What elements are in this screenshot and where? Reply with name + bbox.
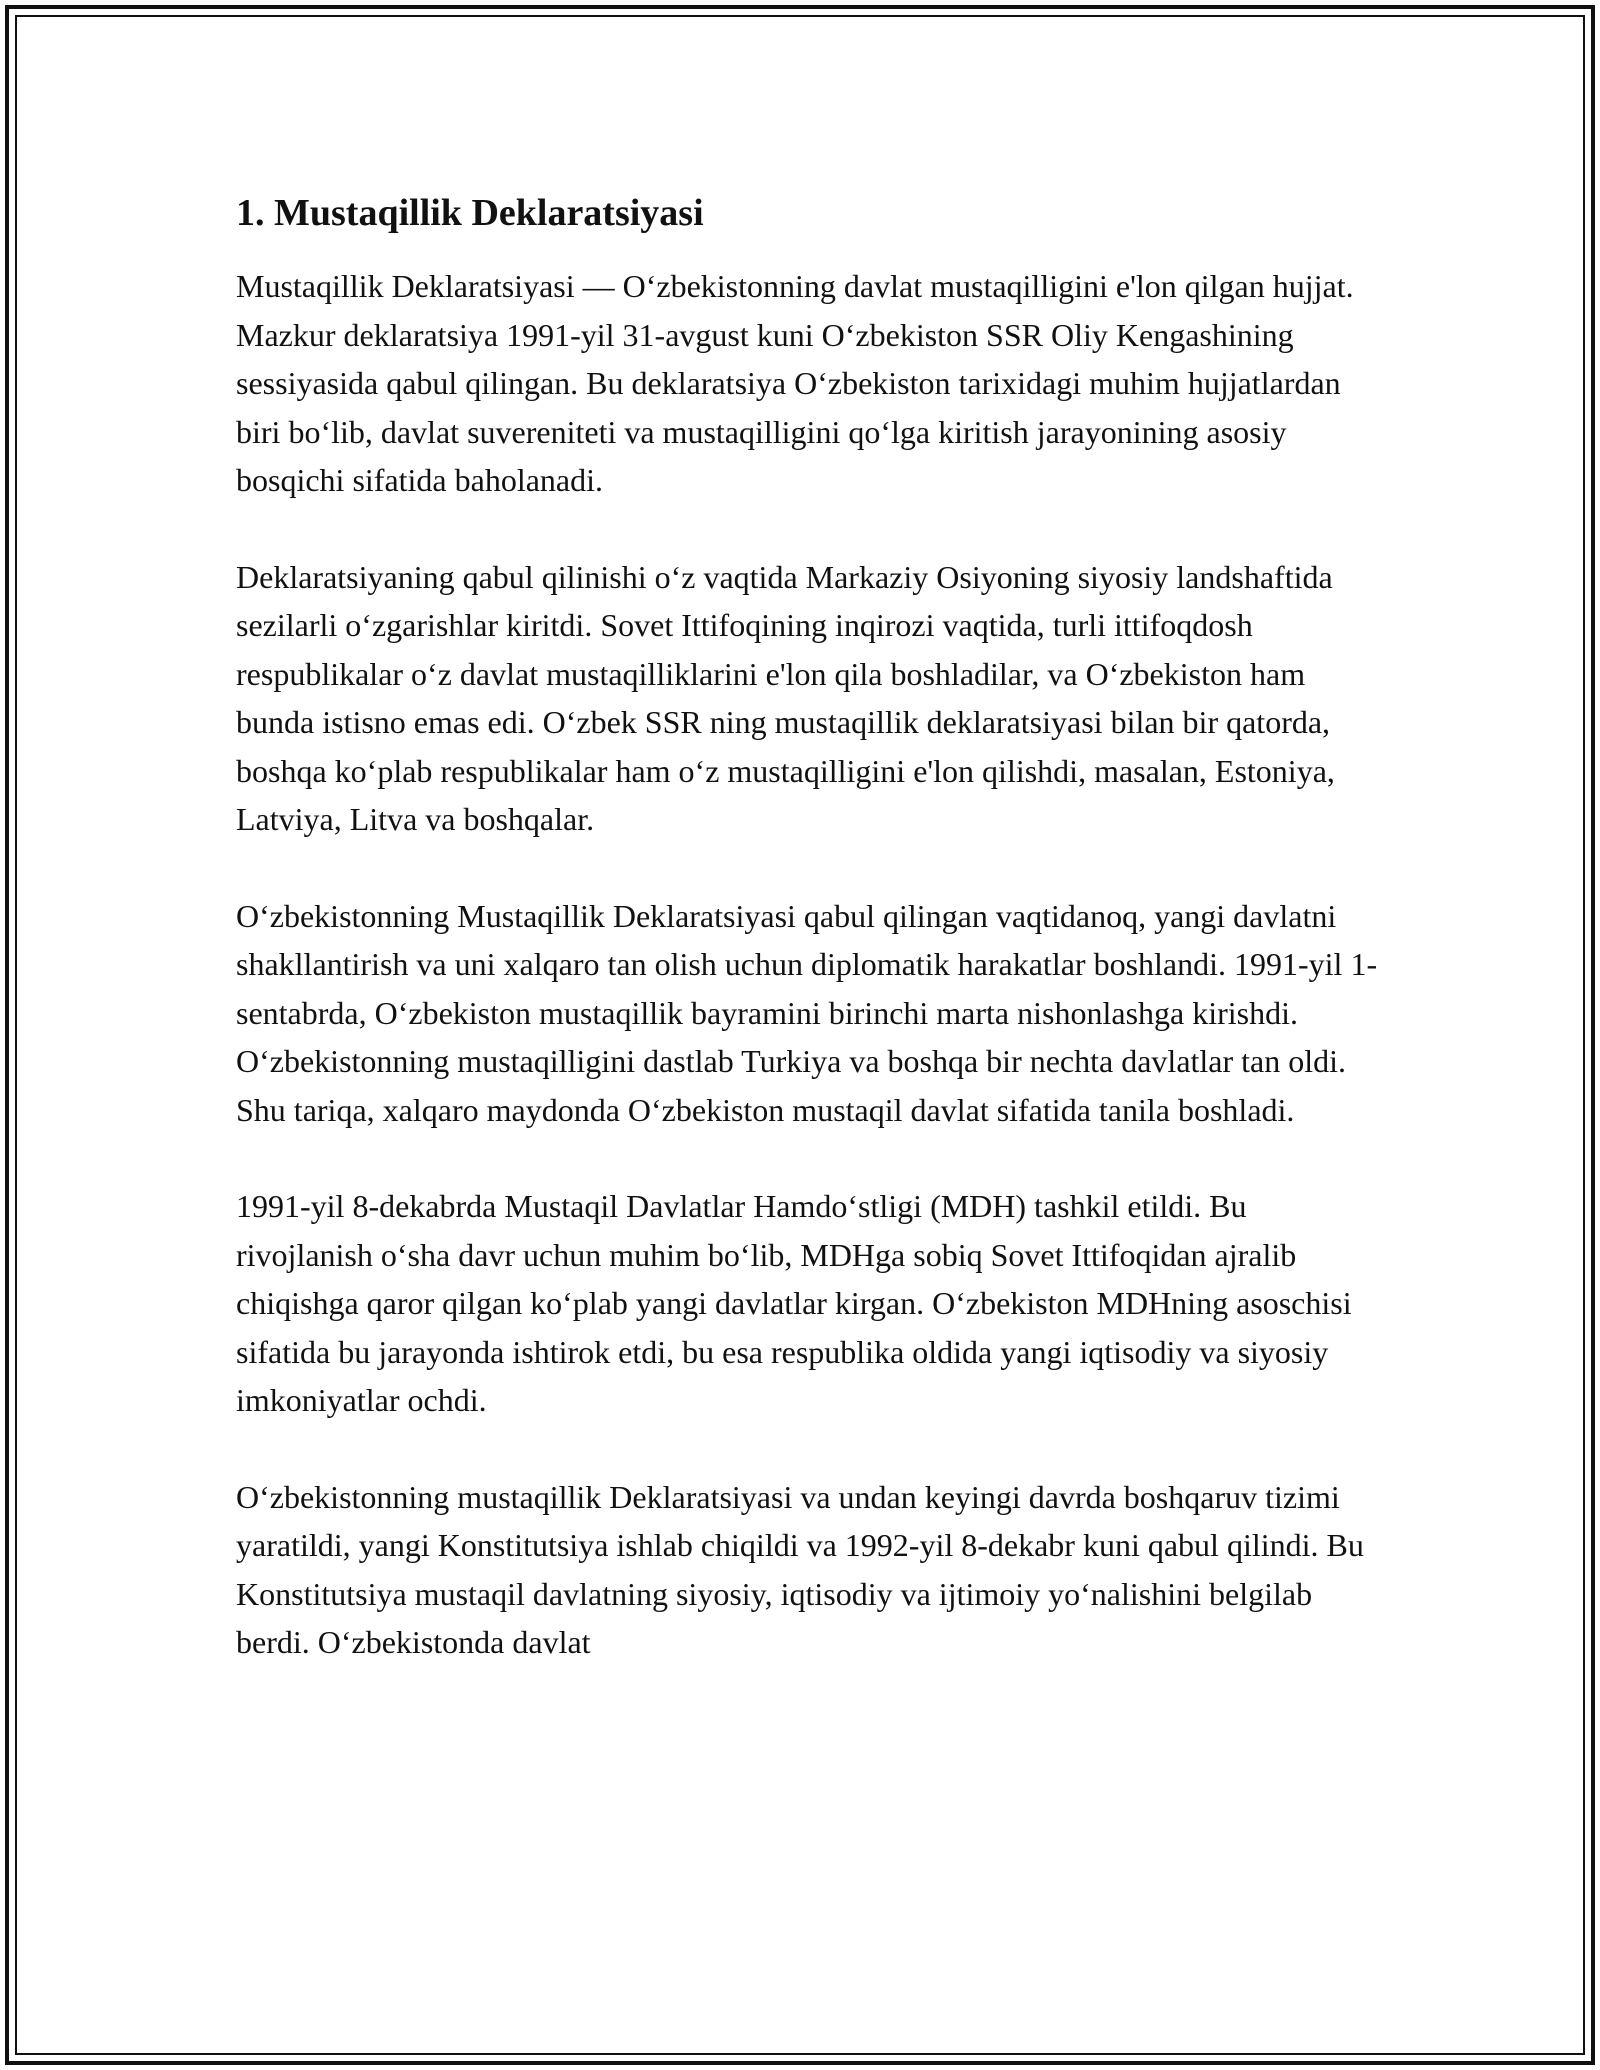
section-heading: 1. Mustaqillik Deklaratsiyasi	[236, 192, 704, 234]
paragraph-3: O‘zbekistonning Mustaqillik Deklaratsiyasi qabul qilingan vaqtidanoq, yangi davlatni shakllantirish va uni xalqaro tan olish uchun diplomatik harakatlar boshlandi. 1991-yil 1-sentabrda, O‘zbekiston mustaqillik bayramini birinchi marta nishonlashga kirishdi. O‘zbekistonning mustaqilligini dastlab Turkiya va boshqa bir nechta davlatlar tan oldi. Shu tariqa, xalqaro maydonda O‘zbekiston mustaqil davlat sifatida tanila boshladi.	[236, 897, 1378, 1128]
document-body	[236, 186, 1381, 1715]
paragraph-2: Deklaratsiyaning qabul qilinishi o‘z vaqtida Markaziy Osiyoning siyosiy landshaftida sezilarli o‘zgarishlar kiritdi. Sovet Ittifoqining inqirozi vaqtida, turli ittifoqdosh respublikalar o‘z davlat mustaqilliklarini e'lon qila boshladilar, va O‘zbekiston ham bunda istisno emas edi. O‘zbek SSR ning mustaqillik deklaratsiyasi bilan bir qatorda, boshqa ko‘plab respublikalar ham o‘z mustaqilligini e'lon qilishdi, masalan, Estoniya, Latviya, Litva va boshqalar.	[236, 558, 1335, 837]
paragraph-5: O‘zbekistonning mustaqillik Deklaratsiyasi va undan keyingi davrda boshqaruv tizimi yaratildi, yangi Konstitutsiya ishlab chiqildi va 1992-yil 8-dekabr kuni qabul qilindi. Bu Konstitutsiya mustaqil davlatning siyosiy, iqtisodiy va ijtimoiy yo‘nalishini belgilab berdi. O‘zbekistonda davlat	[236, 1478, 1364, 1660]
paragraph-1: Mustaqillik Deklaratsiyasi — O‘zbekistonning davlat mustaqilligini e'lon qilgan hujjat. Mazkur deklaratsiya 1991-yil 31-avgust kuni O‘zbekiston SSR Oliy Kengashining sessiyasida qabul qilingan. Bu deklaratsiya O‘zbekiston tarixidagi muhim hujjatlardan biri bo‘lib, davlat suvereniteti va mustaqilligini qo‘lga kiritish jarayonining asosiy bosqichi sifatida baholanadi.	[236, 268, 1354, 498]
paragraph-4: 1991-yil 8-dekabrda Mustaqil Davlatlar Hamdo‘stligi (MDH) tashkil etildi. Bu rivojlanish o‘sha davr uchun muhim bo‘lib, MDHga sobiq Sovet Ittifoqidan ajralib chiqishga qaror qilgan ko‘plab yangi davlatlar kirgan. O‘zbekiston MDHning asoschisi sifatida bu jarayonda ishtirok etdi, bu esa respublika oldida yangi iqtisodiy va siyosiy imkoniyatlar ochdi.	[236, 1188, 1352, 1418]
